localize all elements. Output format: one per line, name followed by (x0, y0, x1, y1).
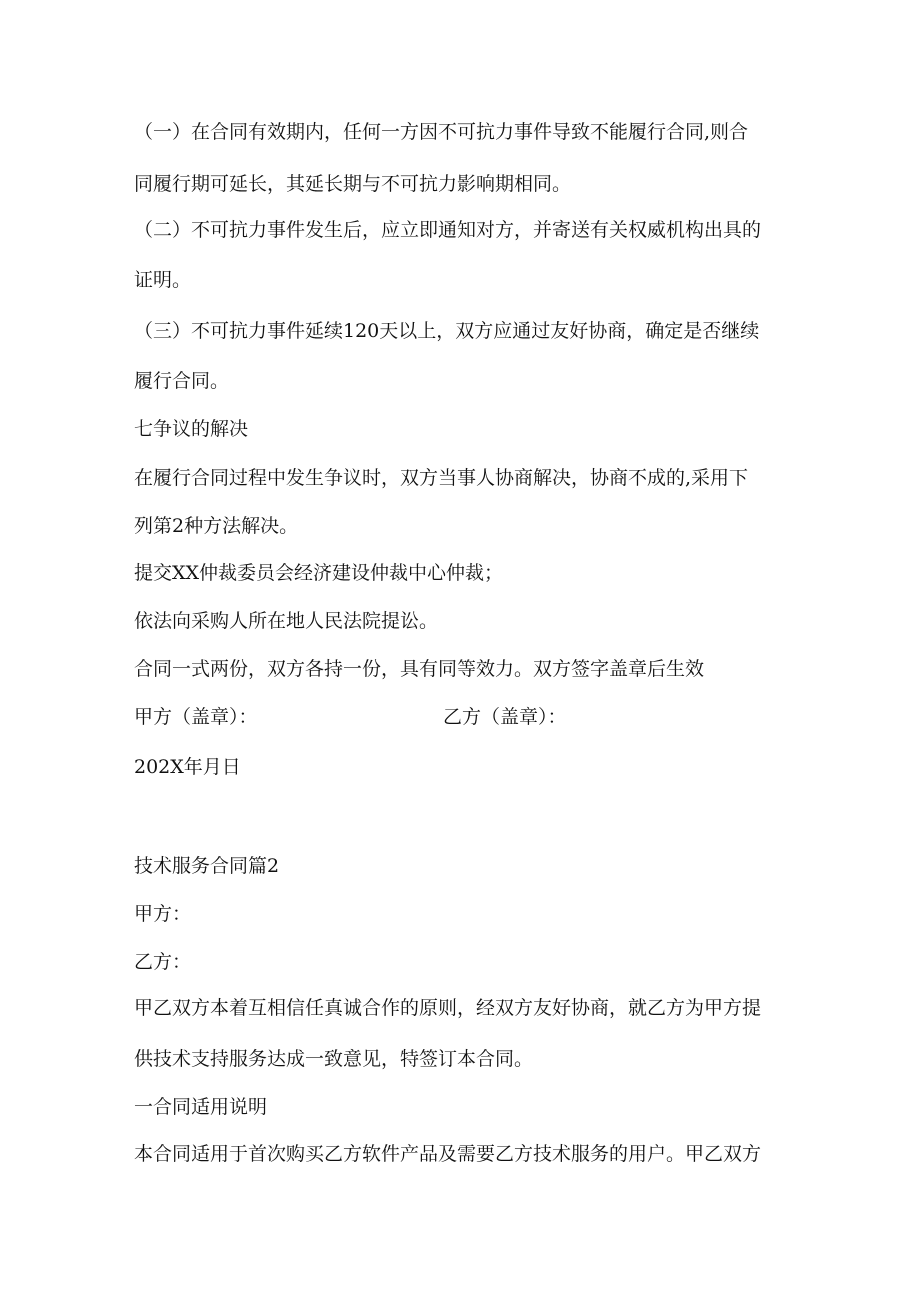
dispute-line-1: 在履行合同过程中发生争议时，双方当事人协商解决，协商不成的,采用下 (134, 467, 749, 489)
clause-2-line-1: （二）不可抗力事件发生后，应立即通知对方，并寄送有关权威机构出具的 (134, 219, 762, 241)
section2-intro-line-1: 甲乙双方本着互相信任真诚合作的原则，经双方友好协商，就乙方为甲方提 (134, 997, 762, 1019)
signature-party-b: 乙方（盖章）： (443, 706, 567, 728)
dispute-line-2: 列第2种方法解决。 (134, 515, 299, 537)
copies-clause: 合同一式两份，双方各持一份，具有同等效力。双方签字盖章后生效 (134, 658, 705, 680)
signature-date: 202X年月日 (134, 756, 241, 778)
section2-scope-line-1: 本合同适用于首次购买乙方软件产品及需要乙方技术服务的用户。甲乙双方 (134, 1143, 762, 1165)
dispute-option-court: 依法向采购人所在地人民法院提讼。 (134, 610, 439, 632)
clause-2-line-2: 证明。 (134, 269, 192, 291)
section2-party-a: 甲方： (134, 903, 192, 925)
signature-party-a: 甲方（盖章）： (134, 706, 258, 728)
section2-title: 技术服务合同篇2 (134, 855, 280, 877)
clause-3-line-2: 履行合同。 (134, 370, 230, 392)
dispute-option-arbitration: 提交XX仲裁委员会经济建设仲裁中心仲裁； (134, 562, 504, 584)
signature-row (134, 705, 794, 729)
section2-party-b: 乙方： (134, 951, 192, 973)
section2-intro-line-2: 供技术支持服务达成一致意见，特签订本合同。 (134, 1048, 534, 1070)
clause-3-line-1: （三）不可抗力事件延续120天以上，双方应通过友好协商，确定是否继续 (134, 320, 760, 342)
section-heading-dispute: 七争议的解决 (134, 418, 249, 440)
section2-heading-scope: 一合同适用说明 (134, 1096, 268, 1118)
clause-1-line-2: 同履行期可延长，其延长期与不可抗力影响期相同。 (134, 173, 572, 195)
clause-1-line-1: （一）在合同有效期内，任何一方因不可抗力事件导致不能履行合同,则合 (134, 121, 749, 143)
